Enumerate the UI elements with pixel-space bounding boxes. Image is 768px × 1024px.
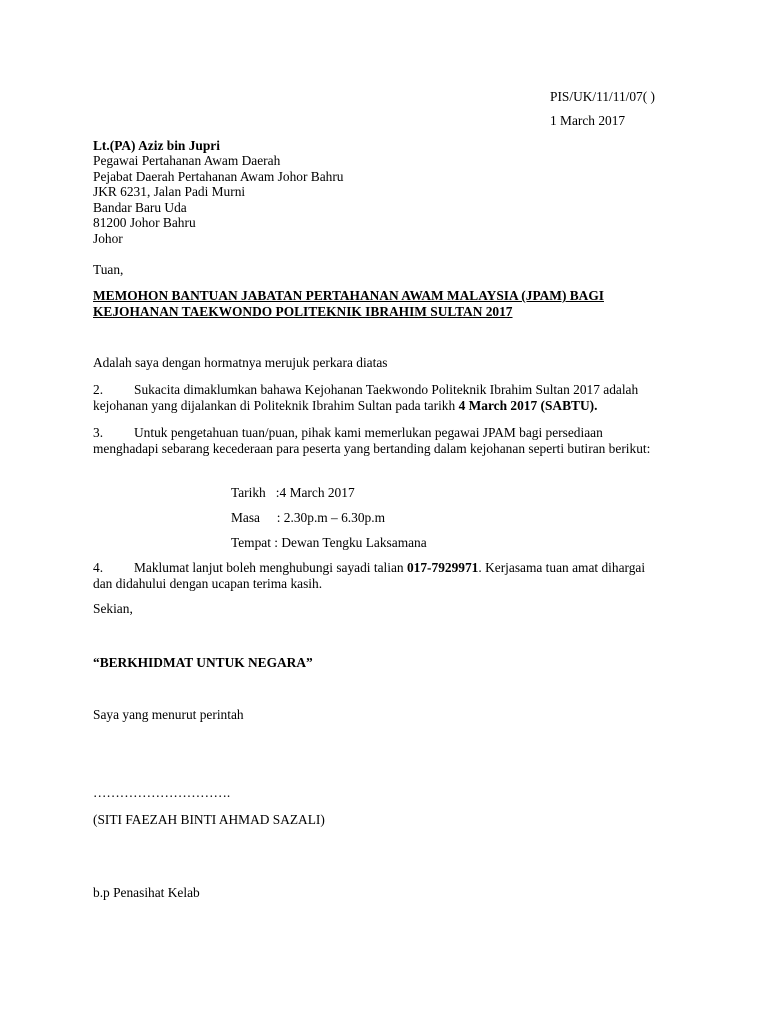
subject-line-2: KEJOHANAN TAEKWONDO POLITEKNIK IBRAHIM SULTAN 2017 xyxy=(93,304,513,319)
detail-masa: Masa : 2.30p.m – 6.30p.m xyxy=(231,510,385,525)
recipient-line: 81200 Johor Bahru xyxy=(93,215,196,230)
paragraph-2 xyxy=(93,382,653,413)
recipient-line: Pejabat Daerah Pertahanan Awam Johor Bahru xyxy=(93,169,344,184)
signatory-name: (SITI FAEZAH BINTI AHMAD SAZALI) xyxy=(93,812,325,827)
paragraph-text: Untuk pengetahuan tuan/puan, pihak kami memerlukan pegawai JPAM bagi persediaan menghadapi sebarang kecederaan para peserta yang bertanding dalam kejohanan seperti butiran berikut: xyxy=(93,425,651,456)
letter-date: 1 March 2017 xyxy=(550,113,626,128)
detail-tempat: Tempat : Dewan Tengku Laksamana xyxy=(231,535,427,550)
motto: “BERKHIDMAT UNTUK NEGARA” xyxy=(93,655,313,670)
intro-paragraph: Adalah saya dengan hormatnya merujuk perkara diatas xyxy=(93,355,388,370)
event-date-emphasis: 4 March 2017 (SABTU). xyxy=(458,397,598,413)
obedient-line: Saya yang menurut perintah xyxy=(93,707,244,722)
recipient-line: Pegawai Pertahanan Awam Daerah xyxy=(93,153,281,168)
paragraph-3 xyxy=(93,425,653,456)
recipient-line: Johor xyxy=(93,231,123,246)
salutation: Tuan, xyxy=(93,262,124,277)
reference-number: PIS/UK/11/11/07( ) xyxy=(550,89,656,104)
phone-number: 017-7929971 xyxy=(406,560,479,575)
recipient-line: JKR 6231, Jalan Padi Murni xyxy=(93,184,246,199)
paragraph-text: Sukacita dimaklumkan bahawa Kejohanan Taekwondo Politeknik Ibrahim Sultan 2017 adalah kejohanan yang dijalankan di Politeknik Ibrahim Sultan pada tarikh xyxy=(93,382,639,413)
paragraph-number: 4. xyxy=(93,560,104,575)
paragraph-text: . Kerjasama tuan amat dihargai dan didahului dengan ucapan terima kasih. xyxy=(93,560,646,591)
paragraph-text: Maklumat lanjut boleh menghubungi sayadi talian xyxy=(134,560,407,575)
closing: Sekian, xyxy=(93,601,133,616)
detail-tarikh: Tarikh :4 March 2017 xyxy=(231,485,355,500)
recipient-name: Lt.(PA) Aziz bin Jupri xyxy=(93,138,220,153)
signature-line: …………………………. xyxy=(93,785,231,800)
recipient-line: Bandar Baru Uda xyxy=(93,200,187,215)
paragraph-4 xyxy=(93,560,653,591)
paragraph-number: 3. xyxy=(93,425,104,440)
paragraph-number: 2. xyxy=(93,382,104,397)
on-behalf-of: b.p Penasihat Kelab xyxy=(93,885,200,900)
subject-line-1: MEMOHON BANTUAN JABATAN PERTAHANAN AWAM MALAYSIA (JPAM) BAGI xyxy=(93,288,604,303)
